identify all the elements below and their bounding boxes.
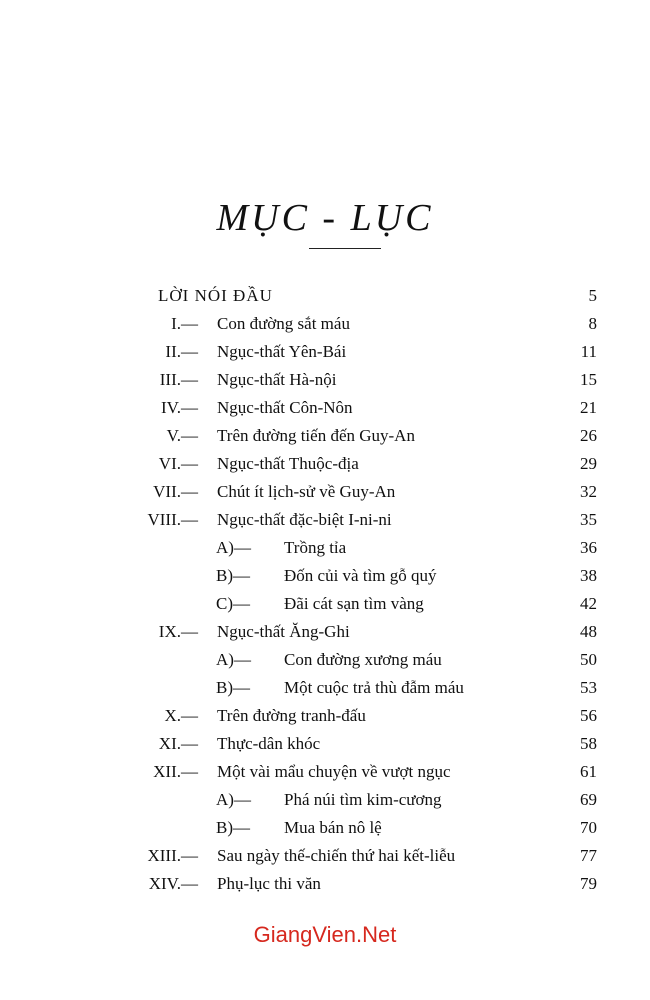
toc-entry-title: LỜI NÓI ĐẦU [158,286,273,305]
toc-entry-title: Đãi cát sạn tìm vàng [284,594,424,613]
toc-entry-number: II.— [165,342,198,361]
toc-entry-title: Một vài mẩu chuyện về vượt ngục [217,762,451,781]
toc-entry [0,646,650,674]
toc-entry-page-number: 26 [580,426,597,445]
toc-entry-page-number: 53 [580,678,597,697]
toc-entry [0,730,650,758]
toc-entry [0,814,650,842]
toc-entry-title: Ngục-thất Thuộc-địa [217,454,359,473]
toc-entry-page-number: 77 [580,846,597,865]
toc-entry [0,506,650,534]
page-title: MỤC - LỤC [216,197,434,239]
toc-entry [0,590,650,618]
toc-entry-title: Thực-dân khóc [217,734,321,753]
toc-entry-page-number: 38 [580,566,597,585]
toc-entry-page-number: 50 [580,650,597,669]
toc-entry-page-number: 35 [580,510,597,529]
toc-entry-title: Đốn củi và tìm gỗ quý [284,566,437,585]
toc-entry-page-number: 42 [580,594,597,613]
toc-entry [0,478,650,506]
toc-entry [0,562,650,590]
toc-entry-page-number: 8 [588,314,597,333]
toc-entry-page-number: 70 [580,818,597,837]
toc-entry-number: B)— [216,818,250,837]
toc-entry [0,534,650,562]
toc-entry [0,870,650,898]
toc-entry-page-number: 11 [580,342,597,361]
toc-entry [0,786,650,814]
table-of-contents [0,282,650,898]
toc-entry-title: Trên đường tranh-đấu [217,706,366,725]
toc-entry [0,618,650,646]
toc-entry-page-number: 36 [580,538,597,557]
toc-entry-title: Phụ-lục thi văn [217,874,321,893]
toc-entry-number: A)— [216,650,251,669]
toc-entry-number: III.— [159,370,198,389]
toc-entry-page-number: 5 [588,286,597,305]
toc-entry-page-number: 58 [580,734,597,753]
toc-entry [0,702,650,730]
toc-entry-title: Ngục-thất Côn-Nôn [217,398,353,417]
toc-entry-title: Một cuộc trả thù đẫm máu [284,678,464,697]
toc-entry-page-number: 15 [580,370,597,389]
toc-entry-page-number: 48 [580,622,597,641]
toc-entry-page-number: 79 [580,874,597,893]
toc-entry-number: B)— [216,566,250,585]
toc-entry [0,338,650,366]
watermark-footer[interactable]: GiangVien.Net [253,922,397,947]
toc-entry-number: IV.— [161,398,198,417]
toc-entry-number: VI.— [158,454,198,473]
toc-entry-title: Mua bán nô lệ [284,818,382,837]
toc-entry-title: Con đường sắt máu [217,314,350,333]
toc-entry-number: I.— [171,314,198,333]
toc-entry-number: A)— [216,790,251,809]
toc-entry-page-number: 69 [580,790,597,809]
toc-entry-title: Ngục-thất Hà-nội [217,370,337,389]
toc-entry-number: A)— [216,538,251,557]
toc-entry-number: XIV.— [148,874,198,893]
toc-entry [0,310,650,338]
toc-entry [0,450,650,478]
toc-entry-page-number: 61 [580,762,597,781]
toc-entry-number: VIII.— [147,510,198,529]
toc-entry [0,758,650,786]
toc-entry [0,422,650,450]
toc-entry-title: Ngục-thất Ăng-Ghi [217,622,350,641]
toc-entry [0,366,650,394]
toc-entry [0,674,650,702]
toc-entry-number: X.— [164,706,198,725]
toc-entry-number: XII.— [153,762,198,781]
toc-entry-title: Trồng tỉa [284,538,347,557]
title-divider [309,248,381,249]
toc-entry-title: Trên đường tiến đến Guy-An [217,426,415,445]
toc-entry-number: V.— [166,426,198,445]
toc-entry-number: IX.— [158,622,198,641]
toc-entry-number: B)— [216,678,250,697]
toc-entry-number: XIII.— [147,846,198,865]
toc-entry [0,842,650,870]
toc-entry [0,394,650,422]
toc-entry-title: Phá núi tìm kim-cương [284,790,442,809]
toc-entry [0,282,650,310]
toc-entry-title: Chút ít lịch-sử về Guy-An [217,482,396,501]
toc-entry-page-number: 32 [580,482,597,501]
toc-entry-title: Ngục-thất Yên-Bái [217,342,347,361]
toc-entry-page-number: 29 [580,454,597,473]
toc-entry-number: XI.— [158,734,198,753]
toc-entry-page-number: 56 [580,706,597,725]
toc-entry-title: Sau ngày thế-chiến thứ hai kết-liễu [217,846,456,865]
toc-entry-number: VII.— [153,482,198,501]
toc-entry-title: Ngục-thất đặc-biệt I-ni-ni [217,510,392,529]
toc-entry-title: Con đường xương máu [284,650,442,669]
toc-entry-number: C)— [216,594,250,613]
toc-entry-page-number: 21 [580,398,597,417]
